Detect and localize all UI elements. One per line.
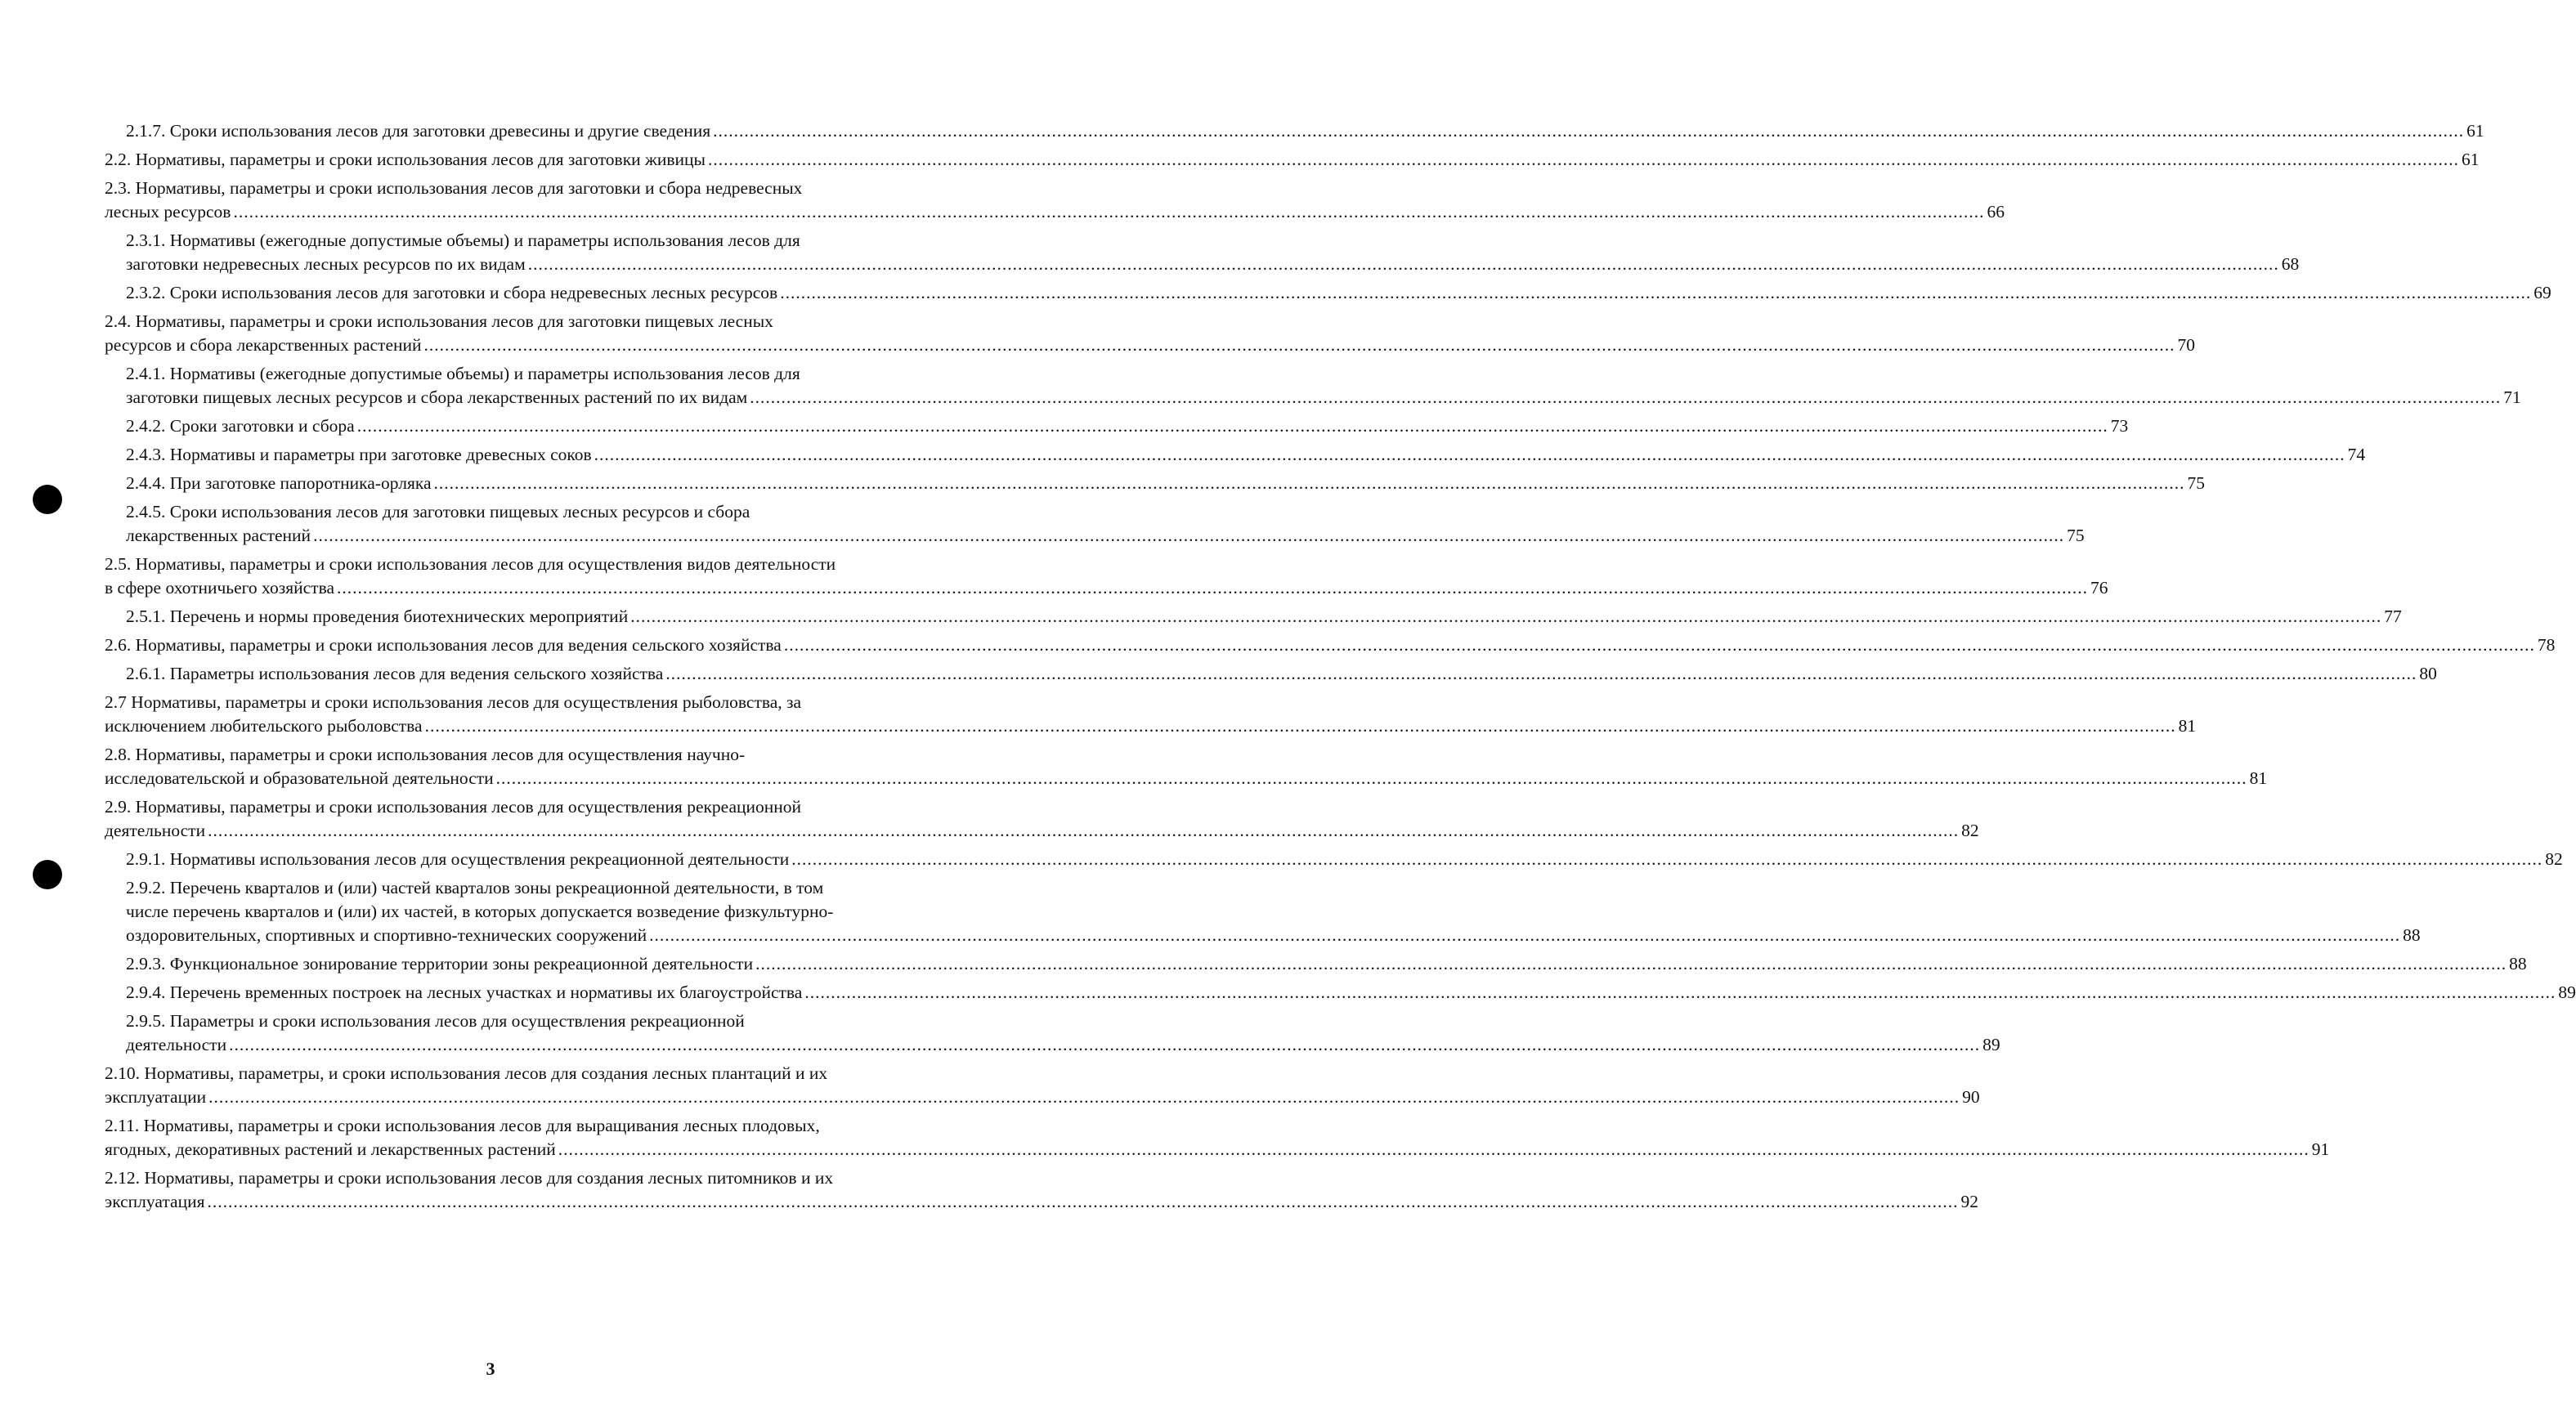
toc-leader-dots bbox=[528, 253, 2279, 276]
toc-leader-dots bbox=[424, 333, 2175, 357]
toc-page-number: 68 bbox=[2281, 254, 2300, 274]
toc-leader-dots bbox=[755, 952, 2507, 976]
toc-entry-line bbox=[105, 553, 930, 576]
toc-entry-last-line bbox=[105, 148, 2480, 172]
toc-entry bbox=[105, 981, 2576, 1005]
toc-entry-title: 2.4.4. При заготовке папоротника-орляка bbox=[126, 473, 432, 493]
toc-entry bbox=[105, 795, 1979, 843]
toc-leader-dots bbox=[558, 1138, 2309, 1162]
toc-leader-dots bbox=[208, 1085, 1960, 1109]
toc-entry bbox=[105, 472, 2205, 495]
toc-entry-title: ресурсов и сбора лекарственных растений bbox=[105, 335, 422, 355]
toc-leader-dots bbox=[425, 714, 2176, 738]
toc-entry-last-line bbox=[126, 605, 2402, 629]
toc-page-number: 76 bbox=[2090, 578, 2108, 598]
toc-entry-title: 2.9.4. Перечень временных построек на лесных участках и нормативы их благоустройства bbox=[126, 982, 803, 1002]
toc-entry-last-line bbox=[105, 333, 2196, 357]
toc-leader-dots bbox=[233, 200, 1984, 224]
toc-entry-last-line bbox=[105, 1138, 2330, 1162]
toc-entry-last-line bbox=[126, 414, 2129, 438]
toc-entry-last-line bbox=[105, 633, 2556, 657]
toc-page-number: 82 bbox=[1961, 821, 1979, 840]
toc-entry-title: 2.3.1. Нормативы (ежегодные допустимые объемы) и параметры использования лесов для bbox=[126, 231, 800, 250]
toc-leader-dots bbox=[496, 767, 2247, 790]
toc-leader-dots bbox=[665, 662, 2417, 686]
toc-entry-line bbox=[105, 691, 930, 714]
toc-entry-title: деятельности bbox=[126, 1035, 227, 1054]
toc-entry-last-line bbox=[105, 1190, 1978, 1214]
toc-entry-title: 2.4.5. Сроки использования лесов для заготовки пищевых лесных ресурсов и сбора bbox=[126, 502, 750, 521]
toc-entry bbox=[105, 1166, 1978, 1214]
toc-entry bbox=[105, 605, 2402, 629]
toc-entry-line bbox=[105, 177, 930, 200]
toc-entry bbox=[105, 743, 2268, 790]
toc-entry-title: 2.6. Нормативы, параметры и сроки использования лесов для ведения сельского хозяйства bbox=[105, 635, 782, 655]
toc-entry-last-line bbox=[126, 119, 2484, 143]
toc-page-number: 88 bbox=[2509, 954, 2527, 974]
toc-page-number: 77 bbox=[2384, 607, 2402, 626]
toc-page-number: 89 bbox=[1982, 1035, 2000, 1054]
toc-entry-title: 2.8. Нормативы, параметры и сроки использования лесов для осуществления научно- bbox=[105, 745, 746, 764]
toc-entry-last-line bbox=[105, 1085, 1980, 1109]
toc-entry-last-line bbox=[126, 1033, 2000, 1057]
toc-entry-title: 2.9.2. Перечень кварталов и (или) частей кварталов зоны рекреационной деятельности, в том bbox=[126, 878, 824, 897]
toc-entry-title: 2.3.2. Сроки использования лесов для заготовки и сбора недревесных лесных ресурсов bbox=[126, 283, 778, 302]
punch-hole-mark bbox=[33, 485, 62, 514]
toc-entry-title: 2.5.1. Перечень и нормы проведения биотехнических мероприятий bbox=[126, 607, 629, 626]
toc-leader-dots bbox=[784, 633, 2535, 657]
toc-entry-last-line bbox=[105, 200, 2005, 224]
toc-page-number: 78 bbox=[2537, 635, 2556, 655]
toc-entry-line bbox=[126, 229, 930, 253]
toc-leader-dots bbox=[229, 1033, 1980, 1057]
toc-leader-dots bbox=[750, 386, 2501, 410]
toc-entry-line bbox=[126, 500, 930, 524]
toc-leader-dots bbox=[207, 1190, 1958, 1214]
toc-entry-last-line bbox=[105, 714, 2197, 738]
toc-entry-title: числе перечень кварталов и (или) их частей, в которых допускается возведение физкультурно- bbox=[126, 902, 834, 921]
toc-entry-title: заготовки недревесных лесных ресурсов по их видам bbox=[126, 254, 526, 274]
toc-entry bbox=[105, 414, 2129, 438]
toc-entry-title: 2.10. Нормативы, параметры, и сроки использования лесов для создания лесных плантаций и их bbox=[105, 1063, 828, 1083]
toc-entry-title: 2.4.1. Нормативы (ежегодные допустимые объемы) и параметры использования лесов для bbox=[126, 364, 800, 383]
toc-entry-line bbox=[105, 310, 930, 333]
toc-entry bbox=[105, 443, 2366, 467]
toc-entry bbox=[105, 633, 2556, 657]
toc-entry-line bbox=[105, 1114, 930, 1138]
toc-page-number: 61 bbox=[2466, 121, 2484, 141]
toc-entry-title: в сфере охотничьего хозяйства bbox=[105, 578, 334, 598]
toc-entry-title: исключением любительского рыболовства bbox=[105, 716, 423, 736]
toc-page-number: 88 bbox=[2403, 925, 2421, 945]
toc-entry-title: исследовательской и образовательной деятельности bbox=[105, 768, 494, 788]
toc-entry-last-line bbox=[126, 281, 2551, 305]
toc-leader-dots bbox=[649, 924, 2400, 947]
toc-entry-title: 2.7 Нормативы, параметры и сроки использования лесов для осуществления рыболовства, за bbox=[105, 692, 802, 712]
toc-page-number: 80 bbox=[2419, 664, 2437, 683]
toc-entry bbox=[105, 362, 2521, 410]
toc-leader-dots bbox=[630, 605, 2381, 629]
toc-entry-title: 2.4.3. Нормативы и параметры при заготовке древесных соков bbox=[126, 445, 592, 464]
toc-page-number: 61 bbox=[2462, 150, 2480, 169]
toc-entry-last-line bbox=[126, 848, 2563, 871]
toc-leader-dots bbox=[313, 524, 2064, 548]
toc-leader-dots bbox=[780, 281, 2531, 305]
toc-entry-title: оздоровительных, спортивных и спортивно-технических сооружений bbox=[126, 925, 647, 945]
toc-entry-line bbox=[105, 795, 930, 819]
toc-entry-line bbox=[105, 743, 930, 767]
toc-entry bbox=[105, 229, 2300, 276]
toc-leader-dots bbox=[708, 148, 2459, 172]
page-number: 3 bbox=[486, 1358, 495, 1379]
toc-entry-title: лесных ресурсов bbox=[105, 202, 231, 222]
toc-entry-line bbox=[126, 876, 930, 900]
table-of-contents bbox=[105, 119, 2576, 1219]
toc-page-number: 66 bbox=[1987, 202, 2005, 222]
toc-page-number: 91 bbox=[2311, 1139, 2330, 1159]
toc-entry-title: 2.5. Нормативы, параметры и сроки использования лесов для осуществления видов деятельности bbox=[105, 554, 836, 574]
toc-page-number: 70 bbox=[2177, 335, 2196, 355]
toc-page-number: 90 bbox=[1962, 1087, 1980, 1107]
toc-entry-line bbox=[126, 1009, 930, 1033]
toc-entry bbox=[105, 310, 2196, 357]
toc-entry-title: лекарственных растений bbox=[126, 526, 311, 545]
toc-entry-title: 2.9.5. Параметры и сроки использования лесов для осуществления рекреационной bbox=[126, 1011, 745, 1031]
toc-entry-title: 2.3. Нормативы, параметры и сроки использования лесов для заготовки и сбора недревесных bbox=[105, 178, 803, 198]
toc-page-number: 81 bbox=[2178, 716, 2197, 736]
toc-page-number: 71 bbox=[2503, 387, 2521, 407]
toc-page-number: 75 bbox=[2067, 526, 2085, 545]
toc-entry bbox=[105, 281, 2551, 305]
toc-entry bbox=[105, 848, 2563, 871]
toc-leader-dots bbox=[357, 414, 2108, 438]
toc-entry-title: 2.2. Нормативы, параметры и сроки использования лесов для заготовки живицы bbox=[105, 150, 706, 169]
toc-entry-last-line bbox=[126, 472, 2205, 495]
toc-entry bbox=[105, 500, 2085, 548]
toc-entry-title: 2.6.1. Параметры использования лесов для ведения сельского хозяйства bbox=[126, 664, 664, 683]
toc-entry-title: 2.9.1. Нормативы использования лесов для осуществления рекреационной деятельности bbox=[126, 849, 790, 869]
toc-entry-title: 2.4.2. Сроки заготовки и сбора bbox=[126, 416, 355, 436]
toc-page-number: 82 bbox=[2545, 849, 2563, 869]
toc-entry-last-line bbox=[126, 924, 2421, 947]
toc-leader-dots bbox=[434, 472, 2185, 495]
toc-page-number: 73 bbox=[2110, 416, 2129, 436]
toc-entry bbox=[105, 1062, 1980, 1109]
toc-entry bbox=[105, 876, 2421, 947]
toc-entry-title: 2.1.7. Сроки использования лесов для заготовки древесины и другие сведения bbox=[126, 121, 711, 141]
toc-entry bbox=[105, 691, 2197, 738]
toc-page-number: 81 bbox=[2249, 768, 2268, 788]
toc-page-number: 89 bbox=[2558, 982, 2576, 1002]
toc-entry bbox=[105, 148, 2480, 172]
toc-page-number: 92 bbox=[1960, 1192, 1978, 1211]
toc-entry bbox=[105, 177, 2005, 224]
toc-entry-title: 2.9. Нормативы, параметры и сроки использования лесов для осуществления рекреационной bbox=[105, 797, 802, 817]
toc-entry-last-line bbox=[126, 253, 2300, 276]
toc-entry-line bbox=[126, 362, 930, 386]
toc-entry bbox=[105, 119, 2484, 143]
toc-leader-dots bbox=[337, 576, 2088, 600]
toc-entry-last-line bbox=[126, 981, 2576, 1005]
toc-entry-title: 2.11. Нормативы, параметры и сроки использования лесов для выращивания лесных плодовых, bbox=[105, 1116, 820, 1135]
toc-entry-title: 2.9.3. Функциональное зонирование территории зоны рекреационной деятельности bbox=[126, 954, 754, 974]
toc-leader-dots bbox=[791, 848, 2542, 871]
toc-entry-last-line bbox=[126, 443, 2366, 467]
toc-entry-line bbox=[105, 1062, 930, 1085]
toc-entry-title: ягодных, декоративных растений и лекарственных растений bbox=[105, 1139, 556, 1159]
toc-entry-last-line bbox=[126, 524, 2085, 548]
toc-entry-title: 2.12. Нормативы, параметры и сроки использования лесов для создания лесных питомников и их bbox=[105, 1168, 834, 1188]
toc-entry-last-line bbox=[105, 819, 1979, 843]
toc-entry bbox=[105, 553, 2108, 600]
toc-page-number: 69 bbox=[2533, 283, 2551, 302]
toc-entry-last-line bbox=[126, 952, 2527, 976]
toc-page-number: 74 bbox=[2347, 445, 2366, 464]
toc-entry-last-line bbox=[105, 576, 2108, 600]
toc-entry bbox=[105, 952, 2527, 976]
toc-entry bbox=[105, 1009, 2000, 1057]
punch-hole-mark bbox=[33, 860, 62, 889]
toc-entry-title: эксплуатации bbox=[105, 1087, 207, 1107]
toc-leader-dots bbox=[804, 981, 2556, 1005]
toc-entry-last-line bbox=[126, 662, 2437, 686]
toc-entry-line bbox=[126, 900, 930, 924]
toc-page-number: 75 bbox=[2187, 473, 2205, 493]
toc-leader-dots bbox=[208, 819, 1959, 843]
toc-leader-dots bbox=[594, 443, 2345, 467]
toc-entry-last-line bbox=[105, 767, 2268, 790]
toc-entry-title: заготовки пищевых лесных ресурсов и сбора лекарственных растений по их видам bbox=[126, 387, 748, 407]
toc-entry-title: 2.4. Нормативы, параметры и сроки использования лесов для заготовки пищевых лесных bbox=[105, 311, 773, 331]
toc-entry-line bbox=[105, 1166, 930, 1190]
toc-leader-dots bbox=[713, 119, 2464, 143]
toc-entry-title: деятельности bbox=[105, 821, 206, 840]
toc-entry-title: эксплуатация bbox=[105, 1192, 205, 1211]
toc-entry bbox=[105, 1114, 2330, 1162]
toc-entry bbox=[105, 662, 2437, 686]
toc-entry-last-line bbox=[126, 386, 2521, 410]
